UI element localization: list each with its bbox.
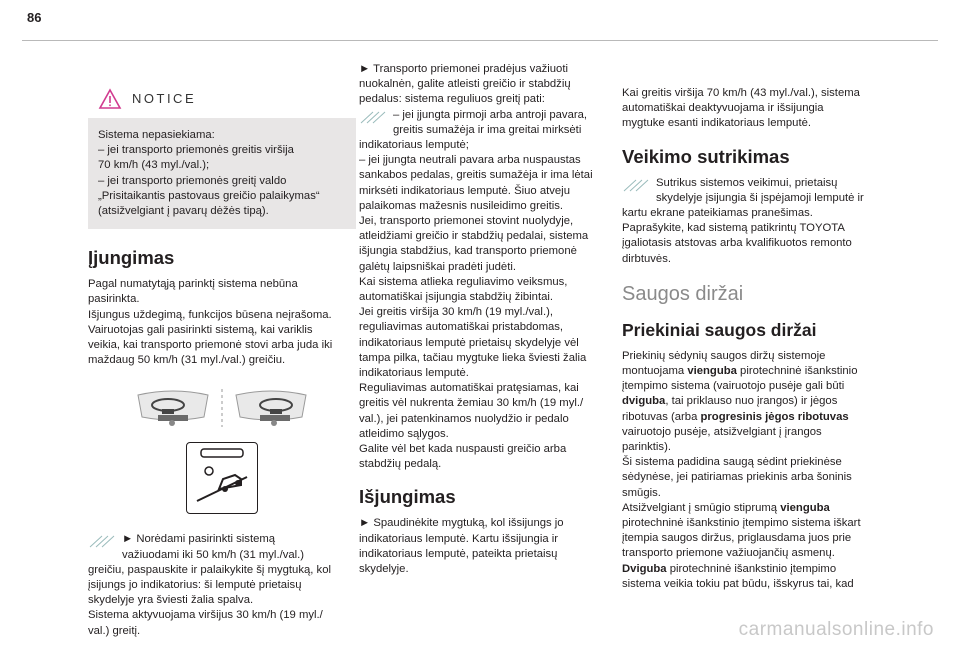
steering-wheel-indicator-icon	[230, 389, 312, 427]
body-line: Paprašykite, kad sistemą patikrintų TOYOTA	[622, 222, 845, 235]
notice-line: 70 km/h (43 myl./val.);	[98, 159, 210, 172]
body-line: Vairuotojas gali pasirinkti sistemą, kai variklis	[88, 323, 313, 336]
page-number: 86	[27, 10, 42, 25]
body-line: smūgis.	[622, 486, 661, 499]
body-line: Galite vėl bet kada nuspausti greičio arba	[359, 443, 567, 456]
body-line: Atsižvelgiant į smūgio stiprumą vienguba	[622, 501, 830, 514]
body-line: sankabos pedalas, greitis sumažėja ir ima lėtai	[359, 169, 593, 182]
body-line: vairuotojo pusėje, atsižvelgiant į įrangos	[622, 425, 822, 438]
body-line: pirotechninė išankstinio įtempimo sistema iškart	[622, 517, 861, 530]
heading-deactivation: Išjungimas	[359, 486, 456, 508]
notice-line: – jei transporto priemonės greitis viršija	[98, 144, 294, 157]
steering-wheel-indicator-icon	[132, 389, 214, 427]
body-line: indikatoriaus lemputė;	[359, 139, 469, 152]
body-line: veikia, kai transporto priemonė stovi arba juda iki	[88, 339, 333, 352]
notice-line: „Prisitaikantis pastovaus greičio palaikymas“	[98, 189, 320, 202]
column-2	[359, 62, 627, 577]
body-line: val.) greitį.	[88, 624, 141, 637]
body-line: sistema veikia tokiu pat būdu, išskyrus tai, kad	[622, 577, 854, 590]
body-line: Sutrikus sistemos veikimui, prietaisų	[656, 176, 838, 189]
body-line: montuojama vienguba pirotechninė išankstinio	[622, 365, 858, 378]
downhill-assist-icon	[187, 443, 257, 513]
dashboard-indicator-figure	[88, 388, 356, 428]
body-line: – jei įjungta pirmoji arba antroji pavara,	[393, 108, 588, 121]
notice-title: NOTICE	[132, 91, 197, 107]
body-line: sėdynėse, jei patiriamas priekinis arba šoninis	[622, 471, 852, 484]
body-line: mirksėti indikatoriaus lemputė. Šiuo atveju	[359, 184, 570, 197]
watermark: carmanualsonline.info	[738, 619, 934, 640]
body-line: Sistema aktyvuojama viršijus 30 km/h (19 myl./	[88, 609, 323, 622]
body-line: dirbtuvės.	[622, 252, 671, 265]
body-line: įtempia saugos diržus, priglausdama juos prie	[622, 532, 852, 545]
body-line: stabdžių pedalą.	[359, 458, 442, 471]
body-line: išjungia stabdžius, kad transporto priemonė	[359, 245, 577, 258]
section-title-seat-belts: Saugos diržai	[622, 282, 744, 305]
body-line: greitis vėl nukrenta žemiau 30 km/h (19 myl./	[359, 397, 584, 410]
body-line: galėtų laipsniškai pradėti judėti.	[359, 260, 516, 273]
body-line: Pagal numatytąją parinktį sistema nebūna	[88, 278, 298, 291]
downhill-assist-button-figure	[186, 442, 258, 514]
indicator-note	[622, 176, 890, 206]
body-line: Kai sistema atlieka reguliavimo veiksmus,	[359, 275, 568, 288]
column-1	[88, 72, 356, 639]
body-line: maždaug 50 km/h (31 myl./val.) greičiu.	[88, 354, 286, 367]
heading-malfunction: Veikimo sutrikimas	[622, 145, 790, 167]
body-line: indikatoriaus lemputė, pateikta prietaisų	[359, 547, 558, 560]
body-line: atleidžiami greičio ir stabdžių pedalai, sistema	[359, 230, 589, 243]
body-line: palaikomas mažesnis nusileidimo greitis.	[359, 199, 564, 212]
body-line: indikatoriaus lemputė prietaisų skydelyje vėl	[359, 336, 579, 349]
body-line: skydelyje yra šviesti žalia spalva.	[88, 594, 254, 607]
body-line: Ši sistema padidina saugą sėdint priekinėse	[622, 456, 842, 469]
body-line: įtempimo sistema (vairuotojo pusėje gali būti	[622, 380, 845, 393]
indicator-note	[88, 532, 356, 562]
body-line: kartu ekrane pateikiamas pranešimas.	[622, 207, 813, 220]
warning-lamp-icon	[622, 177, 650, 193]
body-line: Kai greitis viršija 70 km/h (43 myl./val.), sistema	[622, 87, 860, 99]
heading-front-seat-belts: Priekiniai saugos diržai	[622, 319, 817, 340]
body-line: Jei greitis viršija 30 km/h (19 myl./val.),	[359, 306, 553, 319]
body-line: pedalus: sistema reguliuos greitį pati:	[359, 93, 545, 106]
body-line: Priekinių sėdynių saugos diržų sistemoje	[622, 349, 826, 362]
notice-line: – jei transporto priemonės greitį valdo	[98, 174, 287, 187]
indicator-lamp-icon	[359, 109, 387, 125]
indicator-note	[359, 108, 627, 138]
body-line: Išjungus uždegimą, funkcijos būsena neįrašoma.	[88, 308, 332, 321]
body-line: nuokalnėn, galite atleisti greičio ir stabdžių	[359, 78, 571, 91]
body-line: reguliavimas automatiškai pristabdomas,	[359, 321, 564, 334]
body-line: automatiškai deaktyvuojama ir išsijungia	[622, 102, 824, 115]
body-line: – jei įjungta neutrali pavara arba nuspaustas	[359, 154, 581, 167]
heading-activation: Įjungimas	[88, 247, 175, 269]
body-line: Reguliavimas automatiškai pratęsiamas, kai	[359, 382, 579, 395]
warning-triangle-icon	[98, 88, 122, 110]
column-3	[622, 86, 890, 592]
body-line: Dviguba pirotechninė išankstinio įtempimo	[622, 562, 837, 575]
body-line: indikatoriaus lemputė. Kartu išsijungia ir	[359, 532, 559, 545]
body-line: įsijungs jo indikatorius: ši lemputė prietaisų	[88, 579, 302, 592]
notice-line: Sistema nepasiekiama:	[98, 129, 215, 141]
body-line: ► Transporto priemonei pradėjus važiuoti	[359, 63, 568, 75]
body-line: transporto priemone važiuojančių asmenų.	[622, 547, 835, 560]
header-divider	[22, 40, 938, 41]
indicator-lamp-icon	[88, 533, 116, 549]
notice-line: (atsižvelgiant į pavarų dėžės tipą).	[98, 205, 269, 218]
body-line: dviguba, tai priklauso nuo įrangos) ir jėgos	[622, 395, 838, 408]
body-line: skydelyje įsijungia ši įspėjamoji lemputė ir	[656, 191, 864, 204]
notice-box	[88, 80, 356, 229]
body-line: pasirinkta.	[88, 293, 140, 306]
body-line: važiuodami iki 50 km/h (31 myl./val.)	[122, 548, 305, 561]
body-line: ► Spaudinėkite mygtuką, kol išsijungs jo	[359, 517, 564, 530]
body-line: ribotuvas (arba progresinis jėgos ribotuvas	[622, 410, 849, 423]
body-line: skydelyje.	[359, 563, 409, 576]
body-line: tampa pilka, tačiau mygtuke lieka šviesti žalia	[359, 351, 587, 364]
body-line: ► Norėdami pasirinkti sistemą	[122, 533, 276, 546]
body-line: automatiškai įsijungia stabdžių žibintai.	[359, 291, 554, 304]
body-line: įgaliotasis atstovas arba kvalifikuotos remonto	[622, 237, 852, 250]
body-line: atleidimo sąlygos.	[359, 427, 449, 440]
body-line: indikatoriaus lemputė.	[359, 367, 469, 380]
body-line: greitis sumažėja ir ima greitai mirksėti	[393, 123, 582, 136]
body-line: greičiu, paspauskite ir palaikykite šį mygtuką, kol	[88, 563, 331, 576]
body-line: Jei, transporto priemonei stovint nuolydyje,	[359, 215, 574, 228]
notice-header	[88, 80, 356, 118]
body-line: parinktis).	[622, 441, 671, 454]
body-line: mygtuke esanti indikatoriaus lemputė.	[622, 117, 812, 130]
body-line: val.), jei patenkinamos nuolydžio ir pedalo	[359, 412, 569, 425]
divider-icon	[220, 389, 224, 427]
